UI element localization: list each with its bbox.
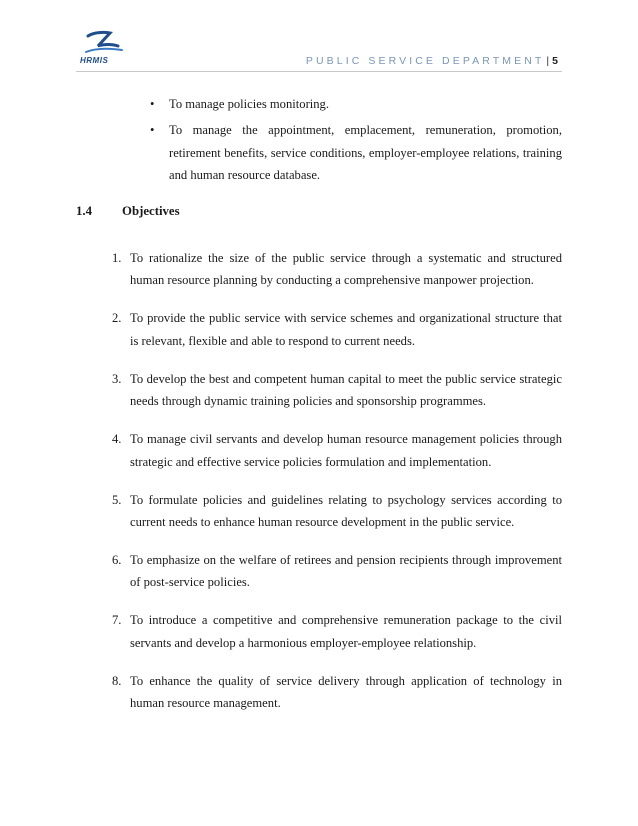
objective-number: 4.: [112, 432, 122, 447]
bullet-text: To manage the appointment, emplacement, remuneration, promotion, retirement benefits, service conditions, employer-employee relations, training and human resource database.: [169, 123, 562, 183]
header-separator: |: [546, 55, 550, 67]
objective-number: 1.: [112, 251, 122, 265]
section-title: Objectives: [122, 204, 180, 218]
running-header: [306, 55, 558, 67]
objective-number: 6.: [112, 553, 122, 568]
objective-item: [112, 307, 562, 352]
objective-number: 7.: [112, 613, 122, 628]
page-number: 5: [552, 55, 558, 67]
objective-item: [112, 368, 562, 413]
header-title: PUBLIC SERVICE DEPARTMENT: [305, 55, 545, 67]
bullet-icon: •: [150, 123, 155, 138]
objective-item: [112, 549, 562, 594]
objective-text: To develop the best and competent human capital to meet the public service strategic needs through dynamic training policies and sponsorship programmes.: [130, 371, 562, 409]
objective-item: [112, 489, 562, 534]
objectives-list: [112, 247, 562, 730]
objective-text: To enhance the quality of service delivery through application of technology in human resource management.: [130, 673, 562, 711]
objective-text: To rationalize the size of the public service through a systematic and structured human resource planning by conducting a comprehensive manpower projection.: [130, 251, 562, 288]
bullet-icon: •: [150, 97, 155, 111]
objective-item: [112, 609, 562, 654]
section-number: 1.4: [76, 204, 92, 218]
header-rule: [76, 71, 562, 72]
objective-number: 3.: [112, 371, 122, 386]
hrmis-logo: [78, 30, 128, 70]
objective-item: [112, 247, 562, 292]
objective-number: 2.: [112, 311, 122, 326]
objective-text: To provide the public service with service schemes and organizational structure that is relevant, flexible and able to respond to current needs.: [130, 311, 562, 348]
objective-text: To manage civil servants and develop human resource management policies through strategic and effective service policies formulation and implementation.: [130, 432, 562, 469]
logo-text: HRMIS: [80, 56, 109, 65]
objective-text: To introduce a competitive and comprehensive remuneration package to the civil servants and develop a harmonious employer-employee relationship.: [130, 613, 562, 650]
objective-item: [112, 428, 562, 473]
objective-number: 5.: [112, 492, 122, 507]
objective-text: To emphasize on the welfare of retirees and pension recipients through improvement of post-service policies.: [130, 553, 562, 590]
objective-item: [112, 670, 562, 715]
bullet-item: [150, 93, 562, 115]
bullet-text: To manage policies monitoring.: [169, 97, 330, 111]
bullet-item: [150, 119, 562, 186]
objective-text: To formulate policies and guidelines relating to psychology services according to current needs to enhance human resource development in the public service.: [130, 492, 562, 530]
hrmis-logo-icon: [78, 30, 128, 58]
section-heading: [76, 204, 180, 219]
objective-number: 8.: [112, 673, 122, 688]
bullet-list: [150, 93, 562, 191]
